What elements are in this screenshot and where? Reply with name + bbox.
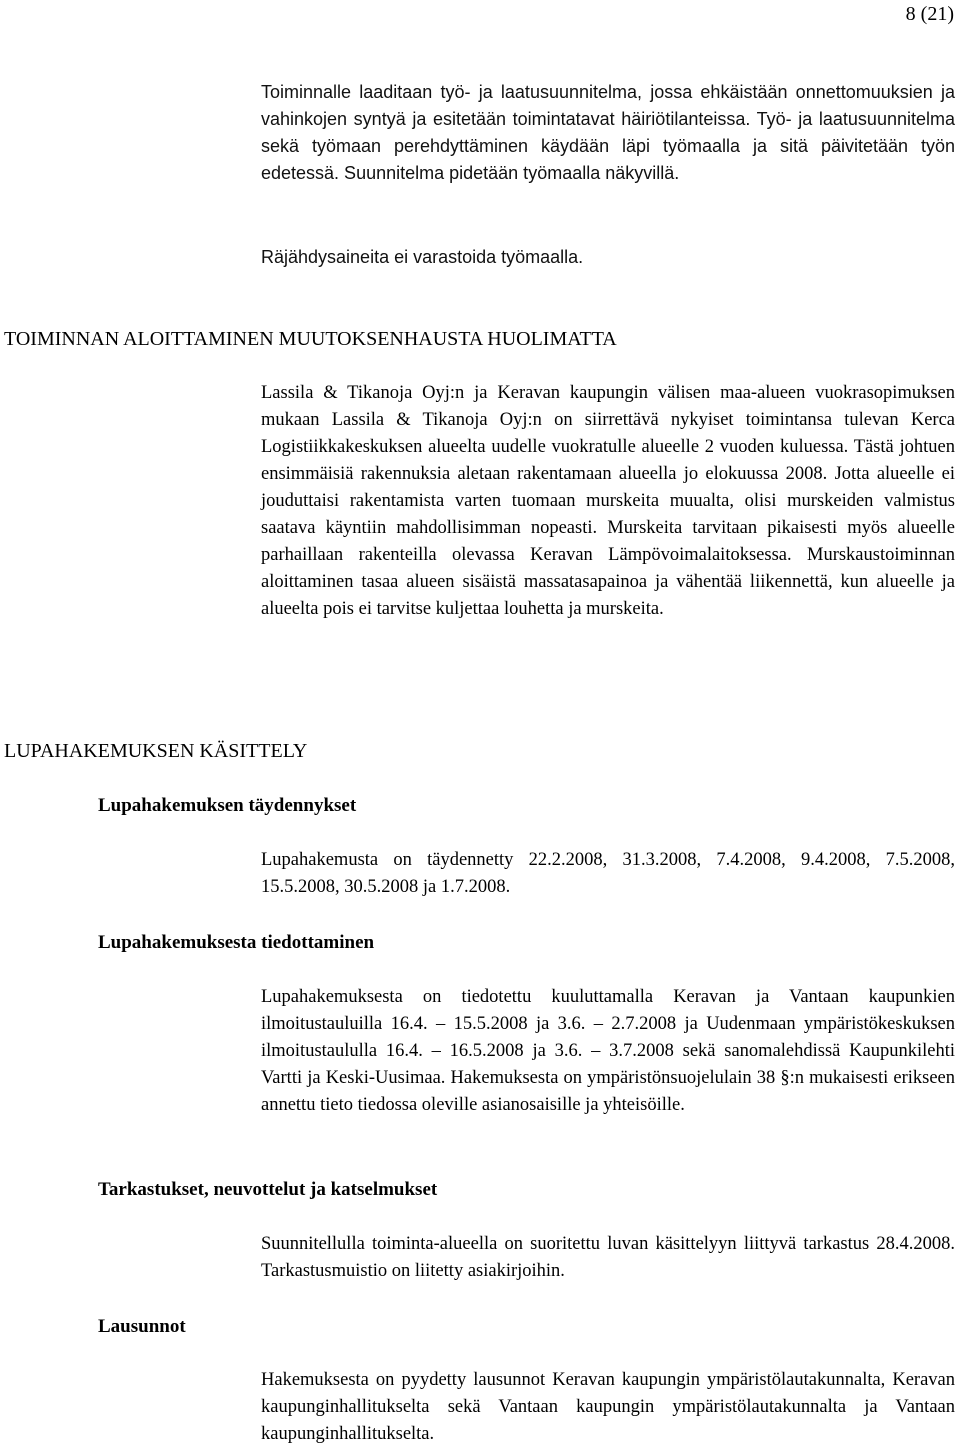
explosives-note: Räjähdysaineita ei varastoida työmaalla. [261, 247, 584, 267]
tarkastukset-body: Suunnitellulla toiminta-alueella on suoritettu luvan käsittelyyn liittyvä tarkastus 28.4.2008. Tarkastusmuistio on liitetty asiakirjoihin. [261, 1234, 955, 1281]
subheading-lausunnot: Lausunnot [98, 1316, 186, 1337]
page-number: 8 (21) [905, 3, 954, 25]
section-heading-lupahakemuksen-kasittely: LUPAHAKEMUKSEN KÄSITTELY [4, 740, 308, 762]
subheading-tarkastukset: Tarkastukset, neuvottelut ja katselmukset [98, 1179, 438, 1200]
lausunnot-body: Hakemuksesta on pyydetty lausunnot Keravan kaupungin ympäristölautakunnalta, Keravan kaupunginhallitukselta sekä Vantaan kaupungin ympäristölautakunnalta ja Vantaan kaupunginhallitukselta. [261, 1370, 955, 1444]
tiedottaminen-body: Lupahakemuksesta on tiedotettu kuuluttamalla Keravan ja Vantaan kaupunkien ilmoitustauluilla 16.4. – 15.5.2008 ja 3.6. – 2.7.2008 ja Uudenmaan ympäristökeskuksen ilmoitustaululla 16.4. – 16.5.2008 ja 3.6. – 3.7.2008 sekä sanomalehdissä Kaupunkilehti Vartti ja Keski-Uusimaa. Hakemuksesta on ympäristönsuojelulain 38 §:n mukaisesti erikseen annettu tieto tiedossa oleville asianosaisille ja yhteisöille. [261, 987, 955, 1115]
intro-paragraph: Toiminnalle laaditaan työ- ja laatusuunnitelma, jossa ehkäistään onnettomuuksien ja vahinkojen syntyä ja esitetään toimintatavat häiriötilanteissa. Työ- ja laatusuunnitelma sekä työmaan perehdyttäminen käydään läpi työmaalla ja sitä päivitetään työn edetessä. Suunnitelma pidetään työmaalla näkyvillä. [261, 82, 955, 183]
toiminnan-aloittaminen-body: Lassila & Tikanoja Oyj:n ja Keravan kaupungin välisen maa-alueen vuokrasopimuksen mukaan Lassila & Tikanoja Oyj:n on siirrettävä nykyiset toimintansa tulevan Kerca Logistiikkakeskuksen alueelta uudelle vuokratulle alueelle 2 vuoden kuluessa. Tästä johtuen ensimmäisiä rakennuksia aletaan rakentamaan alueella jo elokuussa 2008. Jotta alueelle ei jouduttaisi rakentamista varten tuomaan murskeita muualta, olisi murskeiden valmistus saatava käyntiin mahdollisimman nopeasti. Murskeita tarvitaan pikaisesti myös alueelle parhaillaan rakenteilla olevassa Keravan Lämpövoimalaitoksessa. Murskaustoiminnan aloittaminen tasaa alueen sisäistä massatasapainoa ja vähentää liikennettä, kun alueelle ja alueelta pois ei tarvitse kuljettaa louhetta ja murskeita. [261, 383, 955, 619]
subheading-tiedottaminen: Lupahakemuksesta tiedottaminen [98, 932, 375, 953]
section-heading-toiminnan-aloittaminen: TOIMINNAN ALOITTAMINEN MUUTOKSENHAUSTA HUOLIMATTA [4, 328, 617, 350]
taydennykset-body: Lupahakemusta on täydennetty 22.2.2008, 31.3.2008, 7.4.2008, 9.4.2008, 7.5.2008, 15.5.2008, 30.5.2008 ja 1.7.2008. [261, 850, 955, 897]
subheading-taydennykset: Lupahakemuksen täydennykset [98, 795, 357, 816]
